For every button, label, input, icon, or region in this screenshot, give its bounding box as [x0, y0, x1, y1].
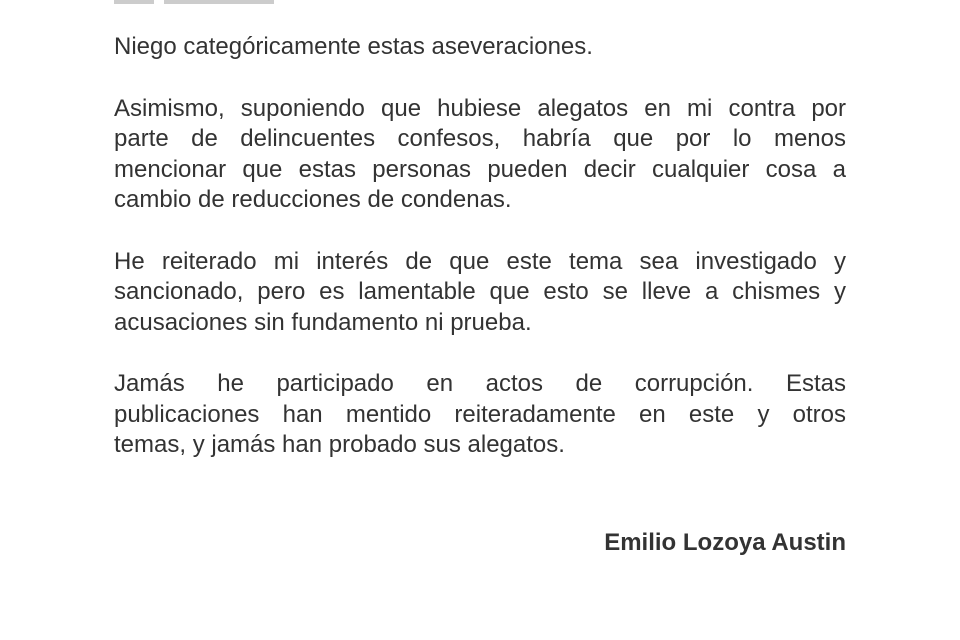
- signature: Emilio Lozoya Austin: [604, 529, 846, 556]
- text-line: Jamás he participado en actos de corrupción. Estas: [114, 370, 846, 397]
- text-line: Niego categóricamente estas aseveraciones.: [114, 33, 593, 60]
- paragraph: [114, 32, 846, 63]
- text-line: temas, y jamás han probado sus alegatos.: [114, 431, 565, 458]
- text-line: publicaciones han mentido reiteradamente en este y otros: [114, 400, 846, 428]
- text-line: He reiterado mi interés de que este tema sea investigado y: [114, 247, 846, 275]
- paragraph: [114, 247, 846, 339]
- statement-body: [114, 32, 846, 492]
- text-line: cambio de reducciones de condenas.: [114, 186, 512, 213]
- text-line: acusaciones sin fundamento ni prueba.: [114, 308, 532, 336]
- paragraph: [114, 94, 846, 216]
- text-line: mencionar que estas personas pueden decir cualquier cosa a: [114, 155, 846, 183]
- text-line: Asimismo, suponiendo que hubiese alegatos en mi contra por: [114, 94, 846, 122]
- text-line: sancionado, pero es lamentable que esto se lleve a chismes y: [114, 278, 846, 305]
- paragraph: [114, 369, 846, 461]
- cropped-previous-text: [114, 0, 314, 2]
- text-line: parte de delincuentes confesos, habría que por lo menos: [114, 125, 846, 152]
